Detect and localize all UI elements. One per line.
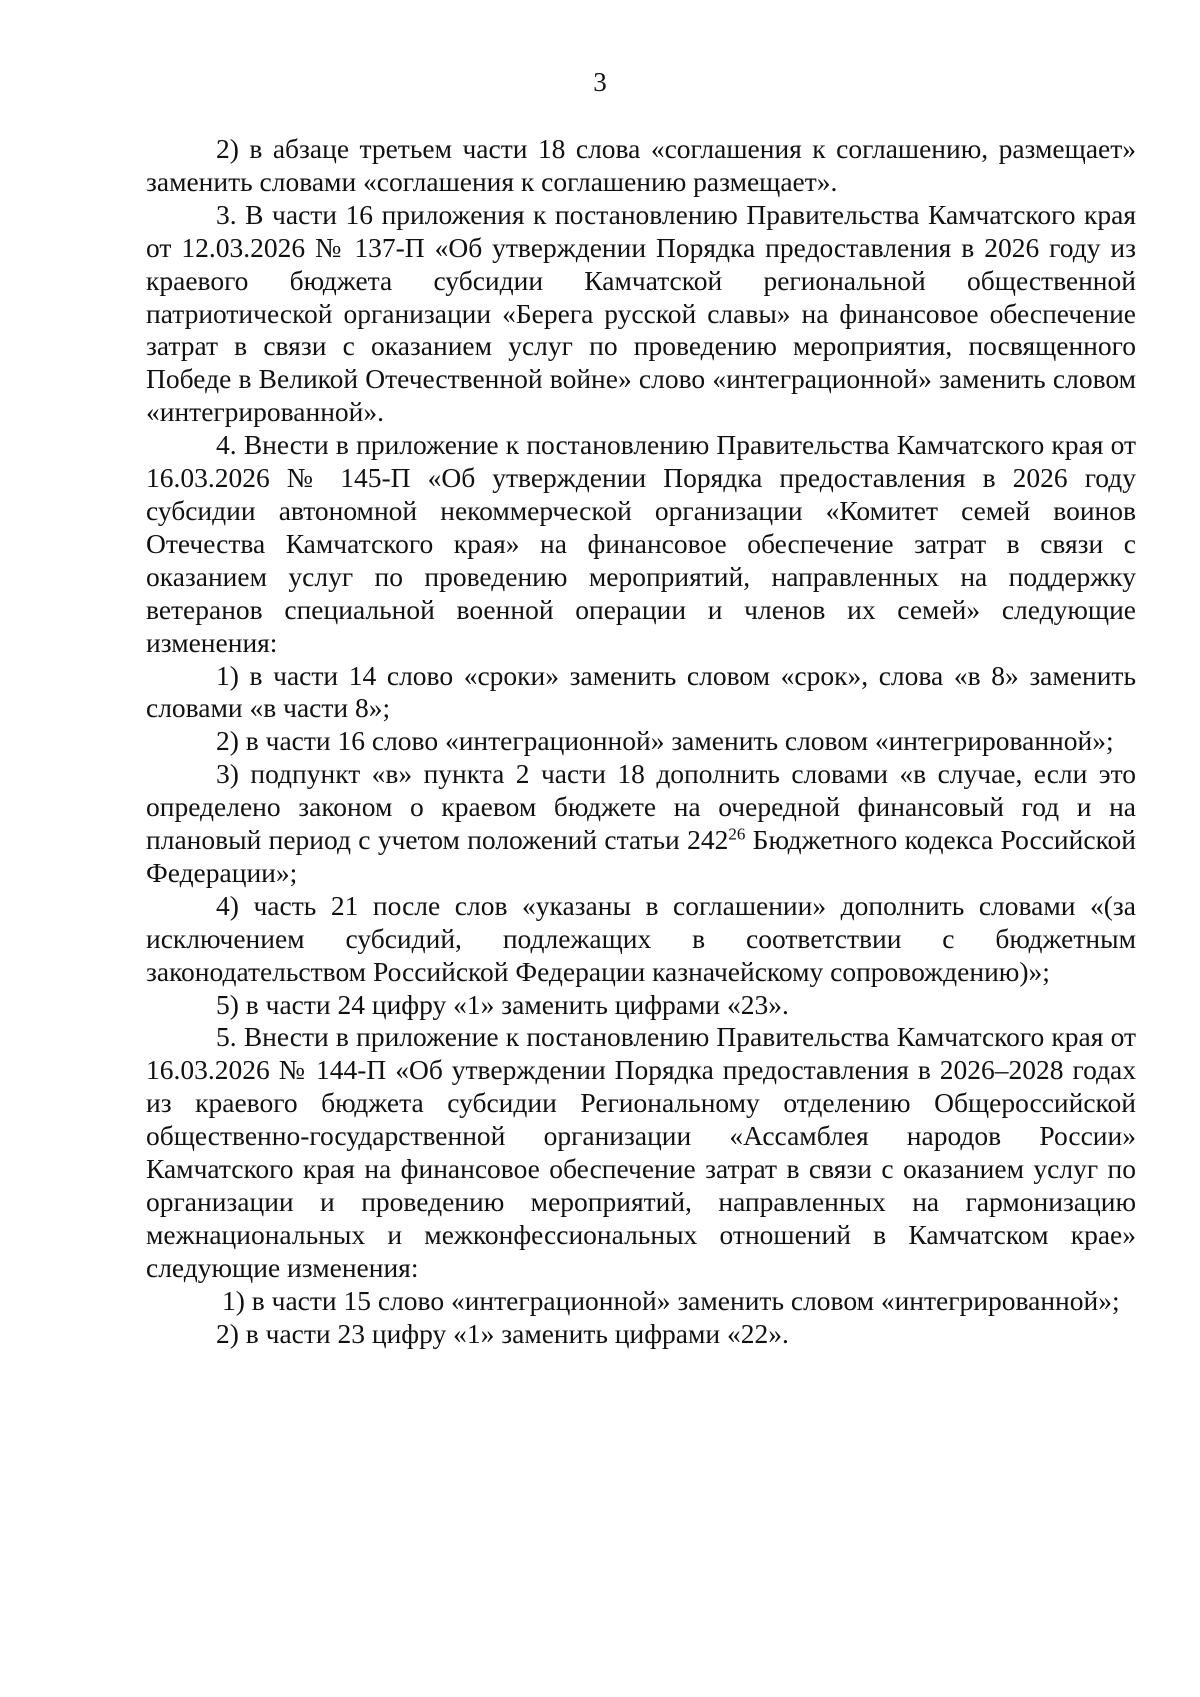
document-body <box>146 133 1136 1351</box>
paragraph-item-5-sub-1: 1) в части 15 слово «интеграционной» заменить словом «интегрированной»; <box>222 1284 1120 1316</box>
paragraph-item-4-sub-4: 4) часть 21 после слов «указаны в соглашении» дополнить словами «(за исключением субсидий, подлежащих в соответствии с бюджетным законодательством Российской Федерации казначейскому сопровождению)»; <box>146 889 1136 987</box>
page-number: 3 <box>593 67 607 97</box>
paragraph-item-4-sub-5: 5) в части 24 цифру «1» заменить цифрами «23». <box>216 988 789 1020</box>
paragraph-item-4-sub-3 <box>146 758 1136 890</box>
paragraph-amendment-3-2: 2) в абзаце третьем части 18 слова «соглашения к соглашению, размещает» заменить словами «соглашения к соглашению размещает». <box>146 133 1136 197</box>
paragraph-item-5-sub-2: 2) в части 23 цифру «1» заменить цифрами «22». <box>216 1317 789 1349</box>
paragraph-item-4-sub-2: 2) в части 16 слово «интеграционной» заменить словом «интегрированной»; <box>216 725 1114 757</box>
paragraph-item-4: 4. Внести в приложение к постановлению Правительства Камчатского края от 16.03.2026 № 145-П «Об утверждении Порядка предоставления в 2026 году субсидии автономной некоммерческой организации «Комитет семей воинов Отечества Камчатского края» на финансовое обеспечение затрат в связи с оказанием услуг по проведению мероприятий, направленных на поддержку ветеранов специальной военной операции и членов их семей» следующие изменения: <box>146 429 1136 658</box>
article-superscript: 26 <box>728 824 746 844</box>
paragraph-item-4-sub-3-text-end: Бюджетного кодекса Российской Федерации»; <box>146 824 1136 888</box>
paragraph-item-5: 5. Внести в приложение к постановлению Правительства Камчатского края от 16.03.2026 № 144-П «Об утверждении Порядка предоставления в 2026–2028 годах из краевого бюджета субсидии Региональному отделению Общероссийской общественно-государственной организации «Ассамблея народов России» Камчатского края на финансовое обеспечение затрат в связи с оказанием услуг по организации и проведению мероприятий, направленных на гармонизацию межнациональных и межконфессиональных отношений в Камчатском крае» следующие изменения: <box>146 1021 1136 1283</box>
paragraph-item-4-sub-3-text: 3) подпункт «в» пункта 2 части 18 дополнить словами «в случае, если это определено законом о краевом бюджете на очередной финансовый год и на плановый период с учетом положений статьи 242 <box>146 758 1136 856</box>
paragraph-item-3: 3. В части 16 приложения к постановлению Правительства Камчатского края от 12.03.2026 № 137-П «Об утверждении Порядка предоставления в 2026 году из краевого бюджета субсидии Камчатской региональной общественной патриотической организации «Берега русской славы» на финансовое обеспечение затрат в связи с оказанием услуг по проведению мероприятия, посвященного Победе в Великой Отечественной войне» слово «интеграционной» заменить словом «интегрированной». <box>146 198 1136 428</box>
paragraph-item-4-sub-1: 1) в части 14 слово «сроки» заменить словом «срок», слова «в 8» заменить словами «в части 8»; <box>146 659 1136 724</box>
